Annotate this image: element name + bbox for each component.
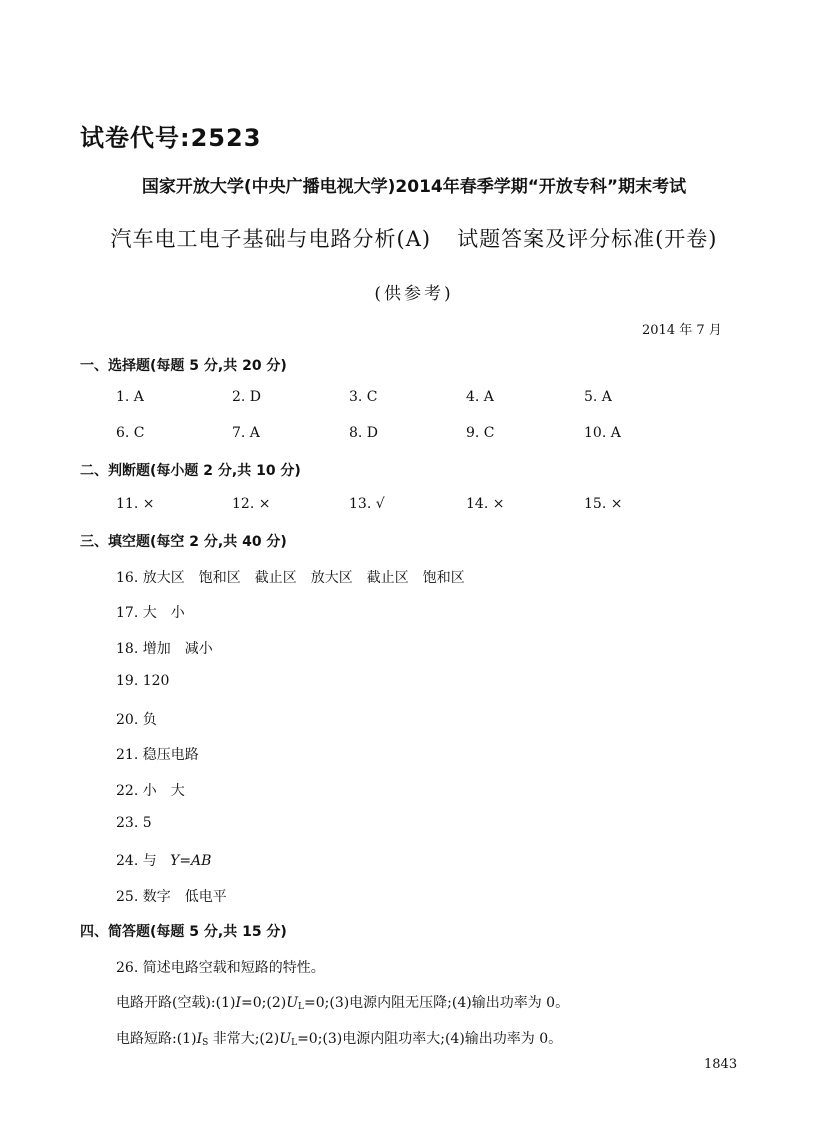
answer-4: 4. A (466, 389, 494, 405)
title-part2: 试题答案及评分标准(开卷) (457, 227, 718, 251)
exam-code: 试卷代号:2523 (80, 124, 262, 152)
answer-13: 13. √ (349, 496, 385, 512)
answer-16-part5: 截止区 (366, 570, 409, 586)
answer-25: 25. 数字 低电平 (116, 889, 227, 905)
answer-22: 22. 小 大 (116, 783, 185, 799)
answer-24 (116, 850, 211, 870)
answer-21: 21. 稳压电路 (116, 747, 199, 763)
answer-18: 18. 增加 减小 (116, 641, 213, 657)
section3-heading: 三、填空题(每空 2 分,共 40 分) (80, 534, 287, 550)
answer-24-prefix: 24. 与 (116, 853, 157, 869)
answer-20: 20. 负 (116, 712, 157, 728)
document-title (0, 223, 828, 253)
answer-14: 14. × (466, 496, 505, 512)
section4-heading: 四、简答题(每题 5 分,共 15 分) (80, 924, 287, 940)
open-circuit-answer: 电路开路(空载)$:(1)I=0;(2)U_L=0;(3)$电源内阻无压降;(4)输出功率为 0。 (116, 995, 570, 1012)
section1-heading: 一、选择题(每题 5 分,共 20 分) (80, 358, 287, 374)
answer-3: 3. C (349, 389, 378, 405)
answer-16 (116, 567, 479, 587)
section2-heading: 二、判断题(每小题 2 分,共 10 分) (80, 463, 301, 479)
exam-date: 2014 年 7 月 (642, 323, 722, 338)
answer-10: 10. A (584, 425, 621, 441)
answer-16-part6: 饱和区 (422, 570, 465, 586)
answer-16-part2: 饱和区 (198, 570, 241, 586)
answer-24-formula: Y=AB (170, 853, 212, 869)
page-number: 1843 (704, 1057, 738, 1072)
short-circuit-answer: 电路短路$:(1)I_S$ 非常大$;(2)U_L=0;(3)$电源内阻功率大;(4)输出功率为 0。 (116, 1031, 563, 1048)
answer-1: 1. A (116, 389, 144, 405)
answer-16-part3: 截止区 (254, 570, 297, 586)
answer-19: 19. 120 (116, 673, 170, 689)
answer-6: 6. C (116, 425, 145, 441)
answer-9: 9. C (466, 425, 495, 441)
title-part1: 汽车电工电子基础与电路分析(A) (110, 227, 432, 251)
answer-2: 2. D (232, 389, 262, 405)
answer-8: 8. D (349, 425, 379, 441)
answer-16-part4: 放大区 (310, 570, 353, 586)
answer-17: 17. 大 小 (116, 605, 185, 621)
answer-5: 5. A (584, 389, 612, 405)
reference-note: (供参考) (374, 284, 454, 304)
answer-16-part1: 16. 放大区 (116, 570, 185, 586)
answer-12: 12. × (232, 496, 271, 512)
answer-15: 15. × (584, 496, 623, 512)
answer-7: 7. A (232, 425, 260, 441)
exam-line: 国家开放大学(中央广播电视大学)2014年春季学期“开放专科”期末考试 (141, 177, 687, 197)
answer-23: 23. 5 (116, 815, 152, 831)
answer-11: 11. × (116, 496, 155, 512)
question-26: 26. 简述电路空载和短路的特性。 (116, 960, 325, 976)
